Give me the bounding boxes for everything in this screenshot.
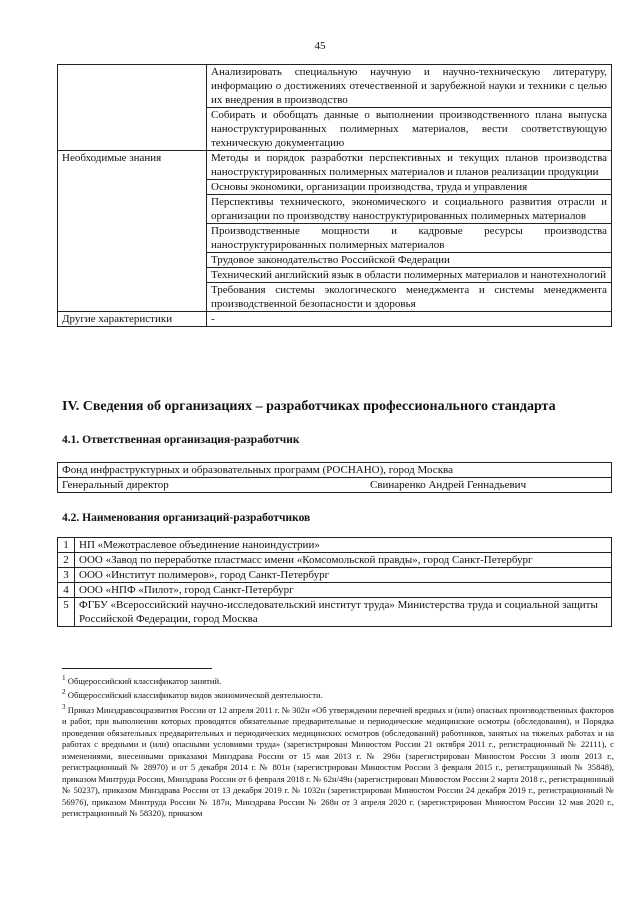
organization-name: ООО «НПФ «Пилот», город Санкт-Петербург xyxy=(75,583,612,598)
organization-name: ФГБУ «Всероссийский научно-исследовательский институт труда» Министерства труда и социальной защиты Российской Федерации, город Москва xyxy=(75,598,612,627)
table-row xyxy=(58,538,612,553)
row-label xyxy=(58,180,207,195)
row-label xyxy=(58,268,207,283)
footnote-divider xyxy=(62,668,212,669)
section-4-1-title: 4.1. Ответственная организация-разработчик xyxy=(62,434,300,446)
table-row xyxy=(58,478,612,493)
footnote-text: Приказ Минздравсоцразвития России от 12 апреля 2011 г. № 302н «Об утверждении перечней вредных и (или) опасных производственных факторов и работ, при выполнении которых проводятся обязательные предварительные и периодические медицинские осмотры (обследования), и Порядка проведения обязательных предварительных и периодических медицинских осмотров (обследований) работников, занятых на тяжелых работах и на работах с вредными и (или) опасными условиями труда» (зарегистрирован Минюстом России 21 октября 2011 г., регистрационный № 22111), с изменениями, внесенными приказами Минздрава России от 15 мая 2013 г. № 296н (зарегистрирован Минюстом России 3 июля 2013 г., регистрационный № 28970) и от 5 декабря 2014 г. № 801н (зарегистрирован Минюстом России 3 февраля 2015 г., регистрационный № 35848), приказом Минтруда России, Минздрава России от 6 февраля 2018 г. № 62н/49н (зарегистрирован Минюстом России 2 марта 2018 г., регистрационный № 50237), приказом Минздрава России от 13 декабря 2019 г. № 1032н (зарегистрирован Минюстом России 24 декабря 2019 г., регистрационный № 56976), приказом Минтруда России № 187н, Минздрава России № 268н от 3 апреля 2020 г. (зарегистрирован Минюстом России 12 мая 2020 г., регистрационный № 58320), приказом xyxy=(62,704,614,819)
row-label xyxy=(58,253,207,268)
section-iv-title: IV. Сведения об организациях – разработчиках профессионального стандарта xyxy=(62,399,556,414)
footnote xyxy=(62,687,614,701)
row-text: Трудовое законодательство Российской Федерации xyxy=(207,253,612,268)
row-text: Методы и порядок разработки перспективных и текущих планов производства наноструктурированных полимерных материалов и планов реализации продукции xyxy=(207,151,612,180)
row-number: 5 xyxy=(58,598,75,627)
table-row xyxy=(58,268,612,283)
section-4-2-title: 4.2. Наименования организаций-разработчиков xyxy=(62,512,311,524)
developer-organizations-table xyxy=(57,537,612,627)
footnote-text: Общероссийский классификатор занятий. xyxy=(67,675,222,686)
row-text: Перспективы технического, экономического и социального развития отрасли и организации по производству наноструктурированных полимерных материалов xyxy=(207,195,612,224)
director-position: Генеральный директор xyxy=(58,478,367,493)
footnote-mark: 3 xyxy=(62,702,66,711)
table-row xyxy=(58,583,612,598)
table-row xyxy=(58,568,612,583)
footnotes xyxy=(62,673,614,820)
row-text: Собирать и обобщать данные о выполнении производственного плана выпуска наноструктурированных полимерных материалов, вести соответствующую техническую документацию xyxy=(207,108,612,151)
row-label xyxy=(58,283,207,312)
footnote-mark: 1 xyxy=(62,674,66,682)
table-row xyxy=(58,598,612,627)
table-row xyxy=(58,65,612,108)
footnote xyxy=(62,702,614,820)
table-row xyxy=(58,108,612,151)
row-text: Основы экономики, организации производства, труда и управления xyxy=(207,180,612,195)
row-text: Анализировать специальную научную и научно-техническую литературу, информацию о достижениях отечественной и зарубежной науки и техники с целью их внедрения в производство xyxy=(207,65,612,108)
row-label xyxy=(58,108,207,151)
page-number: 45 xyxy=(314,40,326,52)
table-row xyxy=(58,180,612,195)
row-label xyxy=(58,224,207,253)
organization-name: ООО «Институт полимеров», город Санкт-Петербург xyxy=(75,568,612,583)
table-row xyxy=(58,463,612,478)
responsible-organization-table xyxy=(57,462,612,493)
row-text: Производственные мощности и кадровые ресурсы производства наноструктурированных полимерных материалов xyxy=(207,224,612,253)
row-label xyxy=(58,65,207,108)
row-number: 4 xyxy=(58,583,75,598)
director-name: Свинаренко Андрей Геннадьевич xyxy=(366,478,612,493)
organization-name: Фонд инфраструктурных и образовательных программ (РОСНАНО), город Москва xyxy=(58,463,612,478)
row-label: Необходимые знания xyxy=(58,151,207,180)
organization-name: НП «Межотраслевое объединение наноиндустрии» xyxy=(75,538,612,553)
row-text: - xyxy=(207,312,612,327)
footnote xyxy=(62,673,614,687)
table-row xyxy=(58,253,612,268)
footnote-mark: 2 xyxy=(62,688,66,697)
footnote-text: Общероссийский классификатор видов экономической деятельности. xyxy=(67,690,323,701)
row-label xyxy=(58,195,207,224)
table-row xyxy=(58,151,612,180)
row-number: 1 xyxy=(58,538,75,553)
row-text: Требования системы экологического менеджмента и системы менеджмента производственной безопасности и здоровья xyxy=(207,283,612,312)
row-number: 3 xyxy=(58,568,75,583)
row-text: Технический английский язык в области полимерных материалов и нанотехнологий xyxy=(207,268,612,283)
organization-name: ООО «Завод по переработке пластмасс имени «Комсомольской правды», город Санкт-Петербург xyxy=(75,553,612,568)
table-row xyxy=(58,312,612,327)
table-row xyxy=(58,195,612,224)
table-row xyxy=(58,553,612,568)
row-label: Другие характеристики xyxy=(58,312,207,327)
competency-table xyxy=(57,64,612,327)
table-row xyxy=(58,224,612,253)
table-row xyxy=(58,283,612,312)
row-number: 2 xyxy=(58,553,75,568)
